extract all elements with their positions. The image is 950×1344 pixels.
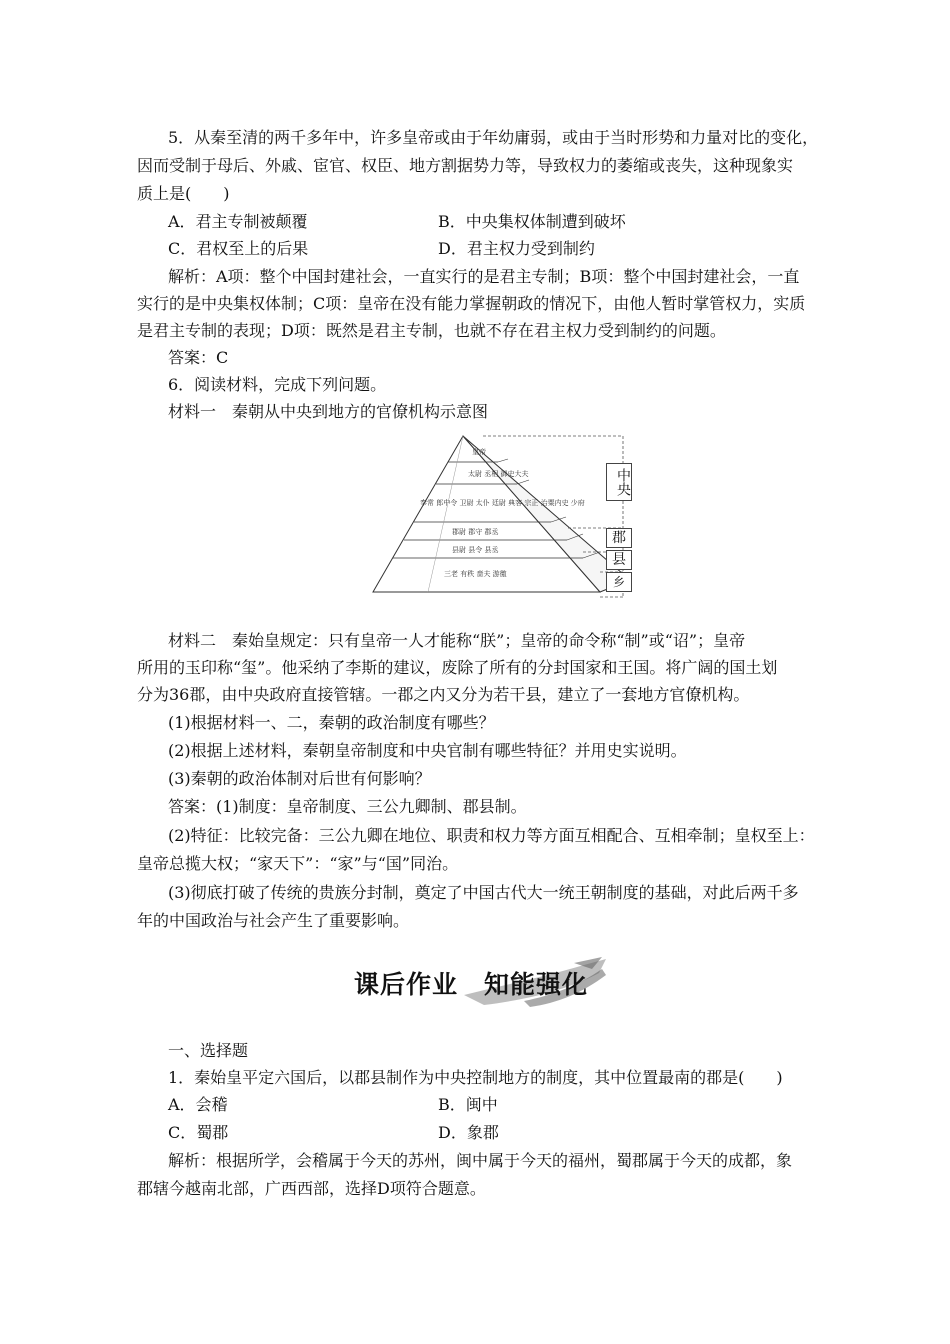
- q5-stem-line3: 质上是( ): [137, 184, 230, 203]
- q5-stem-line2: 因而受制于母后、外戚、宦官、权臣、地方割据势力等，导致权力的萎缩或丧失，这种现象实: [137, 156, 794, 175]
- q5-analysis-line2: 实行的是中央集权体制；C项：皇帝在没有能力掌握朝政的情况下，由他人暂时掌管权力，实质: [137, 294, 806, 313]
- material2-line1: 材料二 秦始皇规定：只有皇帝一人才能称“朕”；皇帝的命令称“制”或“诏”；皇帝: [168, 631, 746, 650]
- bureaucracy-pyramid-diagram: [368, 432, 638, 602]
- q1-analysis-line2: 郡辖今越南北部，广西西部，选择D项符合题意。: [137, 1179, 486, 1198]
- section-heading: 一、选择题: [168, 1041, 249, 1060]
- label-xiang: 乡: [606, 572, 632, 592]
- banner-title: 课后作业 知能强化: [354, 970, 589, 999]
- q5-option-c: C．君权至上的后果: [168, 239, 309, 258]
- material1-title: 材料一 秦朝从中央到地方的官僚机构示意图: [168, 402, 489, 421]
- tier1-text: 皇帝: [472, 448, 486, 456]
- material2-line3: 分为36郡，由中央政府直接管辖。一郡之内又分为若干县，建立了一套地方官僚机构。: [137, 685, 750, 704]
- tier4-text: 郡尉 郡守 郡丞: [452, 528, 499, 536]
- q5-stem-line1: 5．从秦至清的两千多年中，许多皇帝或由于年幼庸弱，或由于当时形势和力量对比的变化，: [168, 128, 819, 147]
- q6-answer2-line2: 皇帝总揽大权；“家天下”：“家”与“国”同治。: [137, 854, 459, 873]
- tier2-text: 太尉 丞相 御史大夫: [468, 470, 529, 478]
- q6-answer1: 答案：(1)制度：皇帝制度、三公九卿制、郡县制。: [168, 797, 527, 816]
- q1-option-c: C．蜀郡: [168, 1123, 229, 1142]
- q6-sub2: (2)根据上述材料，秦朝皇帝制度和中央官制有哪些特征？并用史实说明。: [168, 741, 687, 760]
- q1-option-d: D．象郡: [438, 1123, 499, 1142]
- q1-option-b: B．闽中: [438, 1095, 498, 1114]
- material2-line2: 所用的玉印称“玺”。他采纳了李斯的建议，废除了所有的分封国家和王国。将广阔的国土划: [137, 658, 778, 677]
- tier5-text: 县尉 县令 县丞: [452, 546, 499, 554]
- q1-option-a: A．会稽: [168, 1095, 228, 1114]
- q5-answer: 答案：C: [168, 348, 229, 367]
- q1-analysis-line1: 解析：根据所学，会稽属于今天的苏州，闽中属于今天的福州，蜀郡属于今天的成都，象: [168, 1151, 793, 1170]
- label-jun: 郡: [606, 528, 632, 548]
- q6-stem: 6．阅读材料，完成下列问题。: [168, 375, 387, 394]
- tier3-text: 奉常 郎中令 卫尉 太仆 廷尉 典客 宗正 治粟内史 少府: [420, 499, 585, 507]
- q5-analysis-line1: 解析：A项：整个中国封建社会，一直实行的是君主专制；B项：整个中国封建社会，一直: [168, 267, 800, 286]
- homework-banner: [344, 955, 614, 1010]
- tier6-text: 三老 有秩 啬夫 游徼: [444, 570, 507, 578]
- q5-option-d: D．君主权力受到制约: [438, 239, 595, 258]
- q5-analysis-line3: 是君主专制的表现；D项：既然是君主专制，也就不存在君主权力受到制约的问题。: [137, 321, 726, 340]
- q6-sub1: (1)根据材料一、二，秦朝的政治制度有哪些？: [168, 713, 495, 732]
- q1-stem: 1．秦始皇平定六国后，以郡县制作为中央控制地方的制度，其中位置最南的郡是( ): [168, 1068, 783, 1087]
- label-xian: 县: [606, 550, 632, 570]
- q6-answer2-line1: (2)特征：比较完备：三公九卿在地位、职责和权力等方面互相配合、互相牵制；皇权至上：: [168, 826, 815, 845]
- label-central: 中央: [606, 463, 632, 501]
- q6-answer3-line2: 年的中国政治与社会产生了重要影响。: [137, 911, 410, 930]
- q5-option-a: A．君主专制被颠覆: [168, 212, 308, 231]
- q6-answer3-line1: (3)彻底打破了传统的贵族分封制，奠定了中国古代大一统王朝制度的基础，对此后两千多: [168, 883, 799, 902]
- q6-sub3: (3)秦朝的政治体制对后世有何影响？: [168, 769, 431, 788]
- q5-option-b: B．中央集权体制遭到破坏: [438, 212, 626, 231]
